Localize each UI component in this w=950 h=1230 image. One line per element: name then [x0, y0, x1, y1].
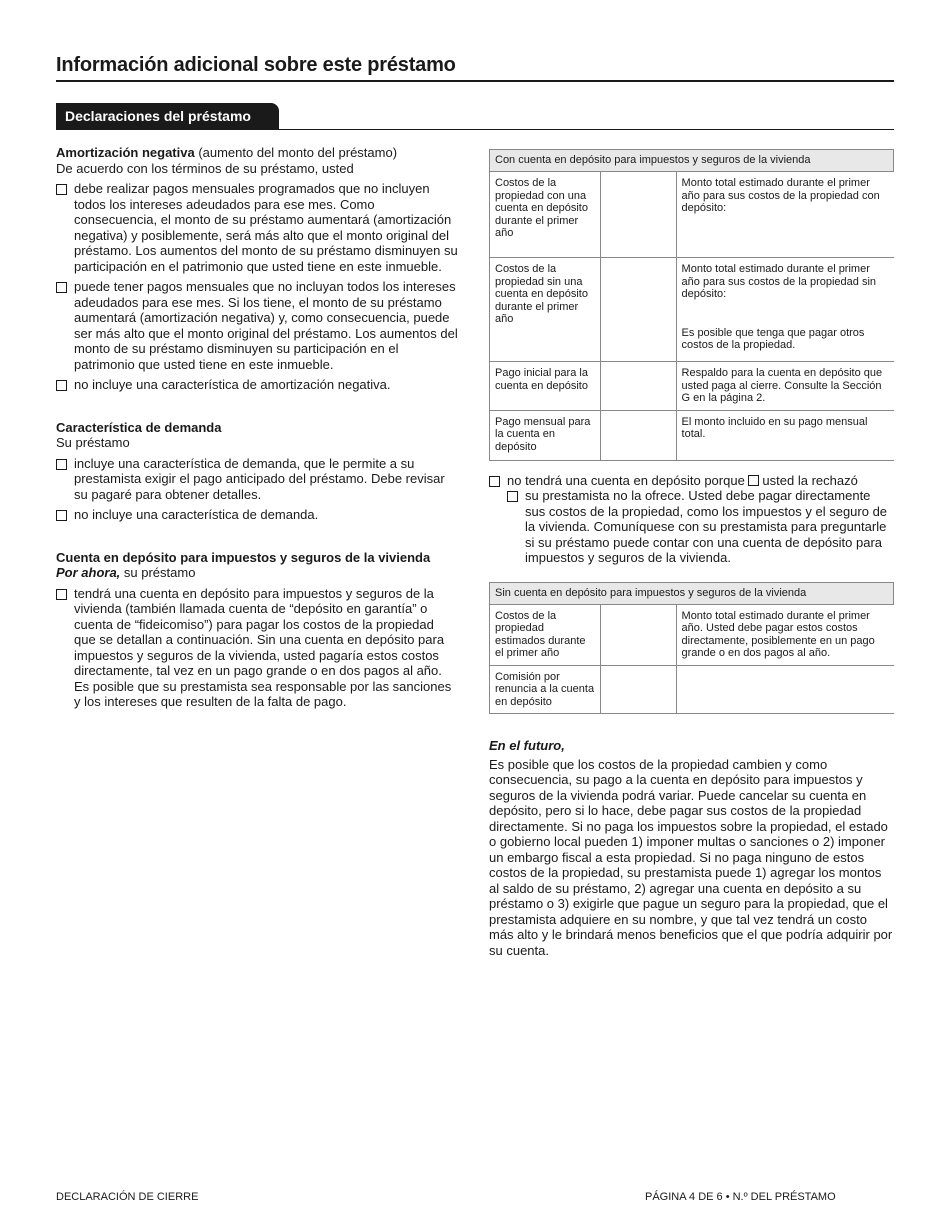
negative-amortization-option-3 — [56, 377, 458, 393]
row-description: Respaldo para la cuenta en depósito que usted paga al cierre. Consulte la Sección G en la página 2. — [676, 362, 893, 411]
checkbox-lender-no-offer[interactable] — [507, 491, 518, 502]
row-value-field[interactable] — [600, 362, 676, 411]
row-label: Pago mensual para la cuenta en depósito — [490, 410, 601, 460]
checkbox-declined-escrow[interactable] — [748, 475, 759, 486]
table-row — [490, 410, 894, 460]
no-escrow-declined: usted la rechazó — [762, 472, 858, 488]
row-label: Pago inicial para la cuenta en depósito — [490, 362, 601, 411]
option-text: incluye una característica de demanda, que le permite a su prestamista exigir el pago anticipado del préstamo. Debe revisar su pagaré para obtener detalles. — [74, 455, 445, 502]
with-escrow-table — [489, 149, 894, 461]
negative-amortization-heading — [56, 145, 458, 161]
row-note: Es posible que tenga que pagar otros costos de la propiedad. — [681, 326, 865, 351]
table-row — [490, 172, 894, 258]
escrow-intro-rest: su préstamo — [120, 565, 196, 580]
table-row — [490, 604, 894, 665]
escrow-intro-emphasis: Por ahora, — [56, 565, 121, 580]
row-value-field[interactable] — [600, 172, 676, 258]
row-label: Comisión por renuncia a la cuenta en depósito — [490, 665, 601, 714]
row-label: Costos de la propiedad estimados durante el primer año — [490, 604, 601, 665]
option-text: no incluye una característica de demanda. — [74, 507, 319, 522]
demand-feature-option-1 — [56, 456, 458, 503]
table-row — [490, 665, 894, 714]
row-description — [676, 665, 893, 714]
no-escrow-prefix: no tendrá una cuenta en depósito porque — [507, 472, 749, 488]
row-value-field[interactable] — [600, 258, 676, 362]
row-description: Monto total estimado durante el primer año para sus costos de la propiedad sin depósito: — [681, 263, 877, 300]
page-title: Información adicional sobre este préstamo — [56, 54, 456, 76]
section-tab-loan-disclosures: Declaraciones del préstamo — [56, 103, 279, 130]
escrow-intro — [56, 565, 458, 581]
option-text: puede tener pagos mensuales que no incluyan todos los intereses adeudados para ese mes. Si los tiene, el monto de su préstamo aumentará (amortización negativa) y, como consecuencia, puede ser más alto que el monto original del préstamo. Los aumentos del monto de su préstamo disminuyen su participación en el patrimonio que usted tiene en este inmueble. — [74, 279, 458, 372]
table-row — [490, 258, 894, 362]
negative-amortization-option-1 — [56, 181, 458, 274]
escrow-heading: Cuenta en depósito para impuestos y seguros de la vivienda — [56, 549, 431, 565]
row-label: Costos de la propiedad sin una cuenta en depósito durante el primer año — [490, 258, 601, 362]
footer-page-number: PÁGINA 4 DE 6 • N.º DEL PRÉSTAMO — [645, 1191, 836, 1203]
section-divider — [56, 129, 894, 130]
row-value-field[interactable] — [600, 665, 676, 714]
negative-amortization-option-2 — [56, 279, 458, 372]
demand-feature-option-2 — [56, 507, 458, 523]
title-divider — [56, 80, 894, 82]
checkbox-negative-amortization-scheduled[interactable] — [56, 184, 67, 195]
row-description: El monto incluido en su pago mensual total. — [676, 410, 893, 460]
row-value-field[interactable] — [600, 604, 676, 665]
negative-amortization-title: Amortización negativa — [56, 145, 195, 160]
checkbox-will-have-escrow[interactable] — [56, 589, 67, 600]
checkbox-no-demand-feature[interactable] — [56, 510, 67, 521]
row-value-field[interactable] — [600, 410, 676, 460]
demand-feature-heading: Característica de demanda — [56, 419, 222, 435]
no-escrow-option — [489, 473, 894, 566]
checkbox-has-demand-feature[interactable] — [56, 459, 67, 470]
without-escrow-table — [489, 582, 894, 715]
right-column — [489, 149, 894, 958]
future-heading: En el futuro, — [489, 738, 565, 753]
left-column — [56, 145, 458, 710]
future-text: Es posible que los costos de la propiedad cambien y como consecuencia, su pago a la cuenta en depósito para impuestos y seguros de la vivienda podrá variar. Puede cancelar su cuenta en depósito, pero si lo hace, debe pagar sus costos de la propiedad directamente. Si no paga los impuestos sobre la propiedad, el estado o gobierno local pueden 1) imponer multas o sanciones o 2) imponer un embargo fiscal a esta propiedad. Si no paga ninguno de estos costos de la propiedad, su prestamista puede 1) agregar los montos al saldo de su préstamo, 2) agregar una cuenta en depósito a su préstamo o 3) exigirle que pague un seguro para la propiedad, que el prestamista adquiere en su nombre, y que tal vez tendrá un costo más alto y le brindará menos beneficios que el que podría adquirir por su cuenta. — [489, 756, 893, 958]
with-escrow-table-header: Con cuenta en depósito para impuestos y seguros de la vivienda — [490, 150, 894, 172]
no-escrow-lender-reason: su prestamista no la ofrece. Usted debe pagar directamente sus costos de la propiedad, como los impuestos y el seguro de la vivienda. Comuníquese con su prestamista para preguntarle si su préstamo puede contar con una cuenta de depósito para impuestos y seguros de la vivienda. — [525, 488, 888, 565]
option-text: debe realizar pagos mensuales programados que no incluyen todos los intereses adeudados para ese mes. Como consecuencia, el monto de su préstamo aumentará (amortización negativa) y posiblemente, será más alto que el monto original del préstamo. Los aumentos del monto de su préstamo disminuyen su participación en el patrimonio que usted tiene en este inmueble. — [74, 181, 458, 274]
row-description: Monto total estimado durante el primer año para sus costos de la propiedad con depósito: — [676, 172, 893, 258]
checkbox-no-escrow[interactable] — [489, 476, 500, 487]
row-description: Monto total estimado durante el primer año. Usted debe pagar estos costos directamente, posiblemente en un pago grande o en dos pagos al año. — [676, 604, 893, 665]
negative-amortization-intro: De acuerdo con los términos de su préstamo, usted — [56, 160, 354, 176]
footer-document-name: DECLARACIÓN DE CIERRE — [56, 1191, 199, 1203]
table-row — [490, 362, 894, 411]
row-description-cell — [676, 258, 893, 362]
option-text: no incluye una característica de amortización negativa. — [74, 377, 391, 392]
option-text: tendrá una cuenta en depósito para impuestos y seguros de la vivienda (también llamada cuenta de “depósito en garantía” o cuenta de “fideicomiso”) para pagar los costos de la propiedad que se detallan a continuación. Sin una cuenta en depósito para impuestos y seguros de la vivienda, usted pagaría estos costos directamente, tal vez en un pago grande o en dos pagos al año. Es posible que su prestamista sea responsable por las sanciones y los intereses que resulten de la falta de pago. — [74, 585, 452, 709]
negative-amortization-subtitle: (aumento del monto del préstamo) — [194, 145, 398, 160]
escrow-option-will-have — [56, 586, 458, 710]
without-escrow-table-header: Sin cuenta en depósito para impuestos y seguros de la vivienda — [490, 582, 894, 604]
checkbox-negative-amortization-may-have[interactable] — [56, 282, 67, 293]
row-label: Costos de la propiedad con una cuenta en depósito durante el primer año — [490, 172, 601, 258]
demand-feature-intro: Su préstamo — [56, 435, 130, 450]
checkbox-no-negative-amortization[interactable] — [56, 380, 67, 391]
